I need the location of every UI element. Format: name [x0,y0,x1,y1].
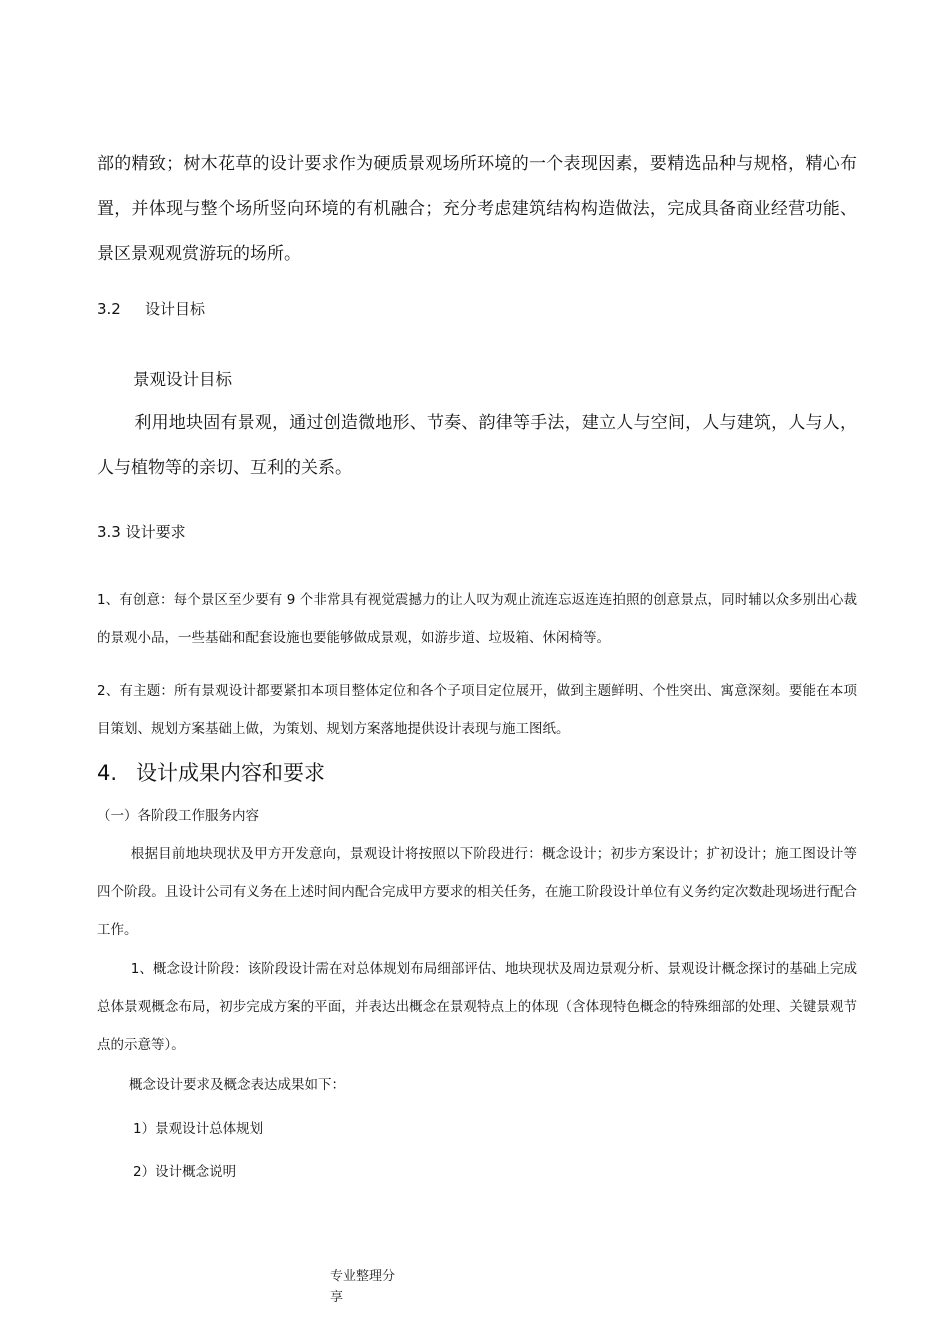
section-3-3-heading: 3.3 设计要求 [97,523,186,541]
section-3-2-heading [97,299,857,319]
section-4-number: 4. [97,761,118,785]
section-3-2-number: 3.2 [97,300,121,318]
requirement-item-1: 1、有创意：每个景区至少要有 9 个非常具有视觉震撼力的让人叹为观止流连忘返连连拍照的创意景点，同时辅以众多别出心裁的景观小品，一些基础和配套设施也要能够做成景观，如游步道、垃圾箱、休闲椅等。 [97,592,857,646]
section-3-2-subtitle: 景观设计目标 [133,370,232,389]
section-4-title: 设计成果内容和要求 [136,761,325,785]
list-item-2: 2）设计概念说明 [133,1164,237,1180]
section-3-2-title: 设计目标 [145,300,206,318]
section-4-paragraph-1: 根据目前地块现状及甲方开发意向，景观设计将按照以下阶段进行：概念设计；初步方案设计；扩初设计；施工图设计等四个阶段。且设计公司有义务在上述时间内配合完成甲方要求的相关任务，在施工阶段设计单位有义务约定次数赴现场进行配合工作。 [97,846,857,938]
page-footer [330,1266,410,1308]
list-item-1: 1）景观设计总体规划 [133,1121,264,1137]
section-4-paragraph-3: 概念设计要求及概念表达成果如下： [129,1077,345,1093]
footer-line-1: 专业整理分 [330,1269,396,1284]
section-4-paragraph-2: 1、概念设计阶段：该阶段设计需在对总体规划布局细部评估、地块现状及周边景观分析、景观设计概念探讨的基础上完成总体景观概念布局，初步完成方案的平面，并表达出概念在景观特点上的体现（含体现特色概念的特殊细部的处理、关键景观节点的示意等）。 [97,961,857,1053]
requirement-item-2: 2、有主题：所有景观设计都要紧扣本项目整体定位和各个子项目定位展开，做到主题鲜明、个性突出、寓意深刻。要能在本项目策划、规划方案基础上做，为策划、规划方案落地提供设计表现与施工图纸。 [97,683,857,737]
section-4-heading [97,759,857,787]
intro-paragraph: 部的精致；树木花草的设计要求作为硬质景观场所环境的一个表现因素，要精选品种与规格，精心布置，并体现与整个场所竖向环境的有机融合；充分考虑建筑结构构造做法，完成具备商业经营功能、景区景观观赏游玩的场所。 [97,154,857,264]
section-3-2-body: 利用地块固有景观，通过创造微地形、节奏、韵律等手法，建立人与空间，人与建筑，人与人，人与植物等的亲切、互利的关系。 [97,413,857,478]
footer-line-2: 享 [330,1290,344,1305]
section-4-subheading: （一）各阶段工作服务内容 [97,808,259,824]
